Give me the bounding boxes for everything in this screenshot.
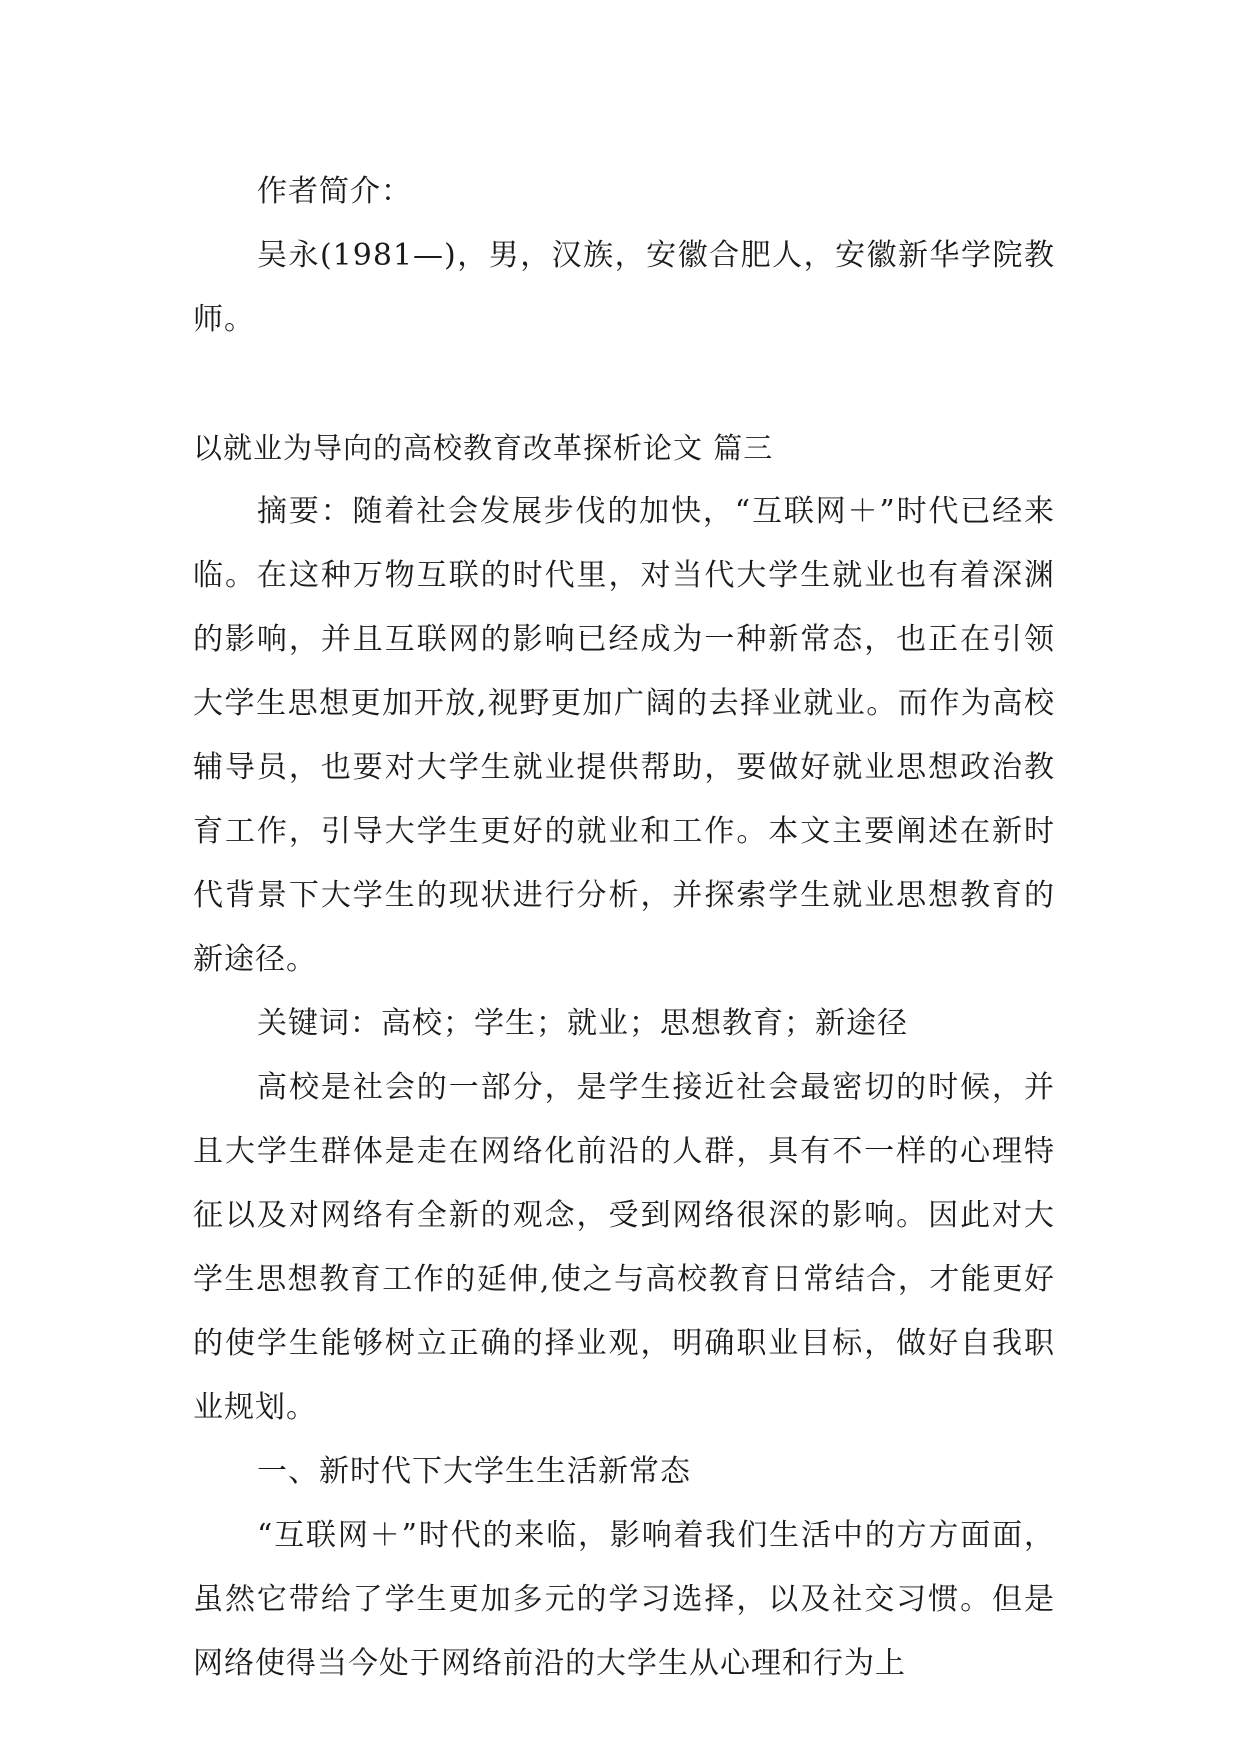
author-heading: 作者简介： (257, 174, 412, 209)
section-heading: 一、新时代下大学生生活新常态 (257, 1454, 691, 1489)
keywords-line: 关键词：高校；学生；就业；思想教育；新途径 (257, 1006, 908, 1041)
author-info: 吴永(1981—)，男，汉族，安徽合肥人，安徽新华学院教师。 (193, 238, 1055, 337)
section-paragraph: “互联网＋”时代的来临，影响着我们生活中的方方面面，虽然它带给了学生更加多元的学习选择，以及社交习惯。但是网络使得当今处于网络前沿的大学生从心理和行为上 (193, 1518, 1055, 1681)
document-body (193, 160, 1055, 1696)
intro-paragraph: 高校是社会的一部分，是学生接近社会最密切的时候，并且大学生群体是走在网络化前沿的人群，具有不一样的心理特征以及对网络有全新的观念，受到网络很深的影响。因此对大学生思想教育工作的延伸,使之与高校教育日常结合，才能更好的使学生能够树立正确的择业观，明确职业目标，做好自我职业规划。 (193, 1070, 1055, 1425)
abstract-paragraph: 摘要：随着社会发展步伐的加快，“互联网＋”时代已经来临。在这种万物互联的时代里，对当代大学生就业也有着深渊的影响，并且互联网的影响已经成为一种新常态，也正在引领大学生思想更加开放,视野更加广阔的去择业就业。而作为高校辅导员，也要对大学生就业提供帮助，要做好就业思想政治教育工作，引导大学生更好的就业和工作。本文主要阐述在新时代背景下大学生的现状进行分析，并探索学生就业思想教育的新途径。 (193, 494, 1055, 977)
article-title: 以就业为导向的高校教育改革探析论文 篇三 (193, 431, 774, 465)
